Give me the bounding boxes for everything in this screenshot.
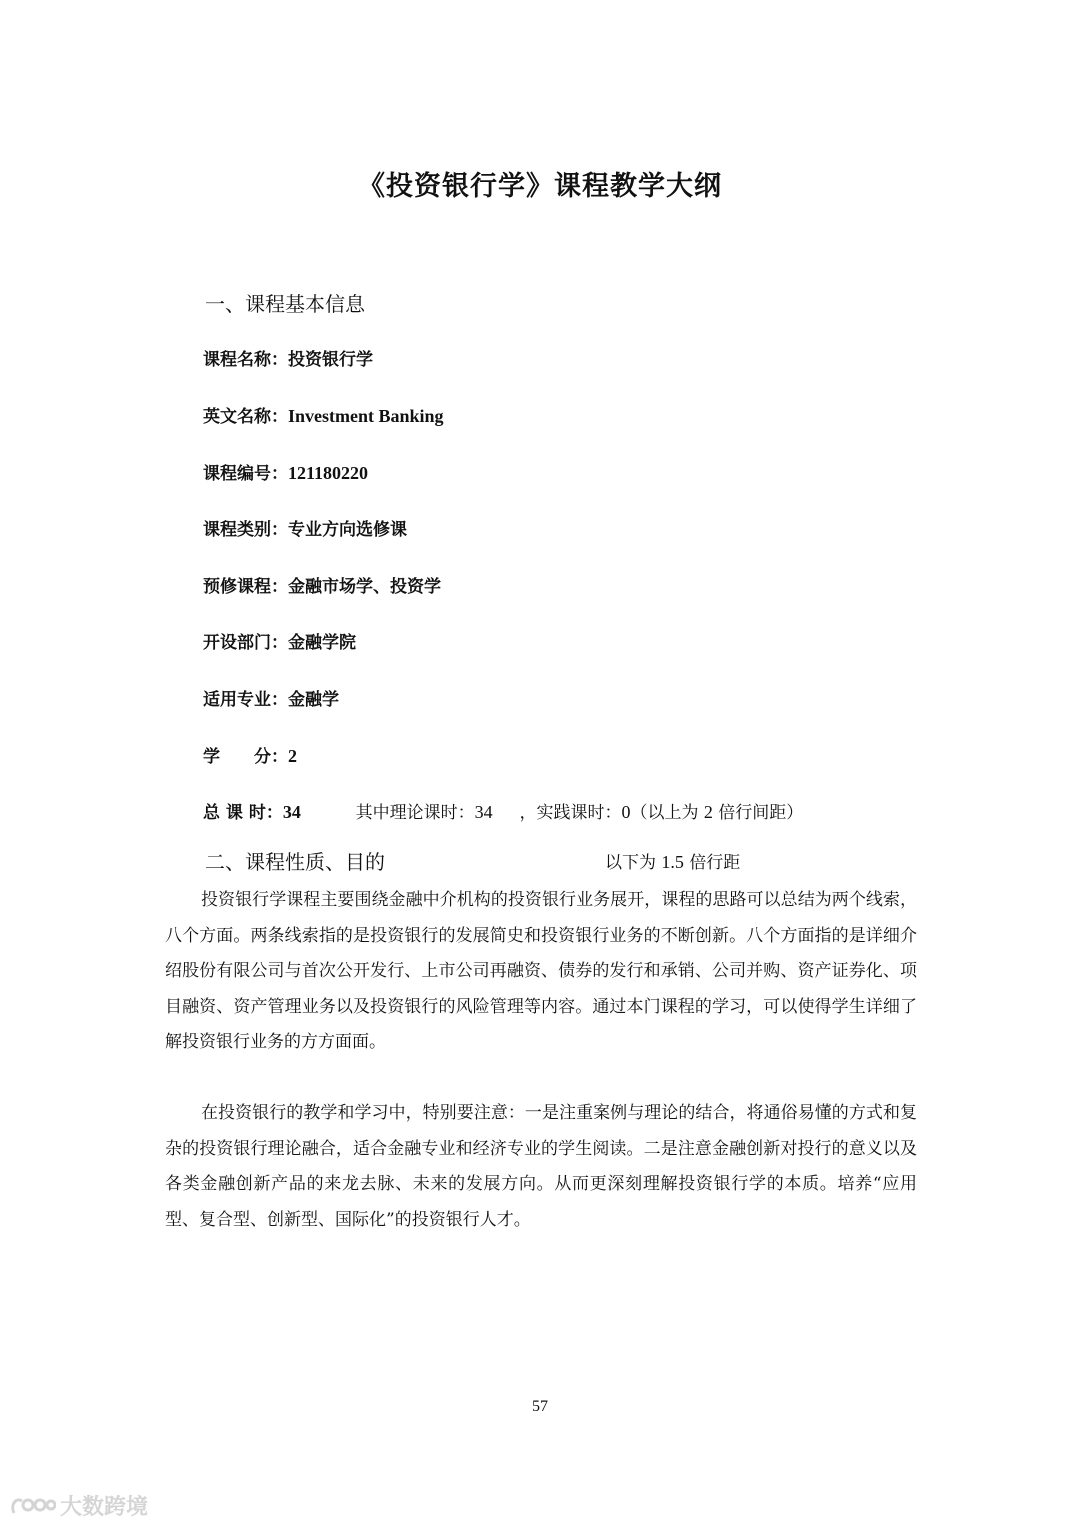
- info-value: 121180220: [288, 463, 369, 483]
- info-value: 金融学: [288, 690, 339, 710]
- hours-practice-value: 0: [621, 802, 631, 822]
- spacing-note-num: 1.5: [661, 852, 684, 872]
- info-value: 投资银行学: [288, 350, 373, 370]
- paragraph-teaching-notes: 在投资银行的教学和学习中，特别要注意：一是注重案例与理论的结合，将通俗易懂的方式和复杂的投资银行理论融合，适合金融专业和经济专业的学生阅读。二是注意金融创新对投行的意义以及各类金融创新产品的来龙去脉、未来的发展方向。从而更深刻理解投资银行学的本质。培养“应用型、复合型、创新型、国际化”的投资银行人才。: [165, 1103, 917, 1230]
- spacing-note-prefix: 以下为: [605, 853, 656, 873]
- info-credit: [203, 742, 297, 767]
- info-value: Investment Banking: [288, 406, 444, 426]
- paragraph-course-overview: 投资银行学课程主要围绕金融中介机构的投资银行业务展开，课程的思路可以总结为两个线索，八个方面。两条线索指的是投资银行的发展简史和投资银行业务的不断创新。八个方面指的是详细介绍股份有限公司与首次公开发行、上市公司再融资、债券的发行和承销、公司并购、资产证券化、项目融资、资产管理业务以及投资银行的风险管理等内容。通过本门课程的学习，可以使得学生详细了解投资银行业务的方方面面。: [165, 890, 917, 1052]
- info-value: 金融市场学、投资学: [288, 577, 441, 597]
- hours-note-close: 倍行间距）: [718, 803, 804, 823]
- info-value: 金融学院: [288, 633, 356, 653]
- section-heading-nature-purpose: 二、课程性质、目的: [205, 850, 385, 874]
- info-label: 英文名称：: [203, 407, 288, 427]
- watermark-text: 大数跨境: [60, 1495, 149, 1520]
- spacing-note-suffix: 倍行距: [689, 853, 741, 873]
- page-number: 57: [532, 1398, 548, 1415]
- logo-icon: [8, 1491, 56, 1521]
- info-course-code: [203, 459, 368, 484]
- hours-total-label: 总 课 时：: [203, 803, 283, 823]
- hours-note-open: （以上为: [630, 803, 699, 823]
- info-value: 2: [288, 746, 297, 766]
- info-major: [203, 685, 339, 710]
- info-label: 课程编号：: [203, 464, 288, 484]
- info-label: 课程名称：: [203, 350, 288, 370]
- info-label: 课程类别：: [203, 520, 288, 540]
- watermark: [8, 1490, 148, 1521]
- info-english-name: [203, 402, 444, 427]
- info-value: 专业方向选修课: [288, 520, 407, 540]
- section-heading-basic-info: 一、课程基本信息: [205, 292, 365, 316]
- hours-total-value: 34: [282, 802, 301, 822]
- info-label: 开设部门：: [203, 633, 288, 653]
- info-course-name: [203, 345, 373, 370]
- info-course-type: [203, 515, 407, 540]
- hours-theory-label: 其中理论课时：: [355, 803, 475, 823]
- hours-theory-value: 34: [474, 802, 493, 822]
- info-hours: [203, 798, 803, 823]
- hours-note-num: 2: [703, 802, 713, 822]
- spacing-note: [605, 848, 740, 873]
- info-department: [203, 628, 356, 653]
- info-prerequisite: [203, 572, 441, 597]
- document-title: 《投资银行学》课程教学大纲: [358, 171, 722, 202]
- info-label: 预修课程：: [203, 577, 288, 597]
- hours-practice-label: ，实践课时：: [519, 803, 622, 823]
- info-label: 适用专业：: [203, 690, 288, 710]
- info-label: 学 分：: [203, 747, 288, 767]
